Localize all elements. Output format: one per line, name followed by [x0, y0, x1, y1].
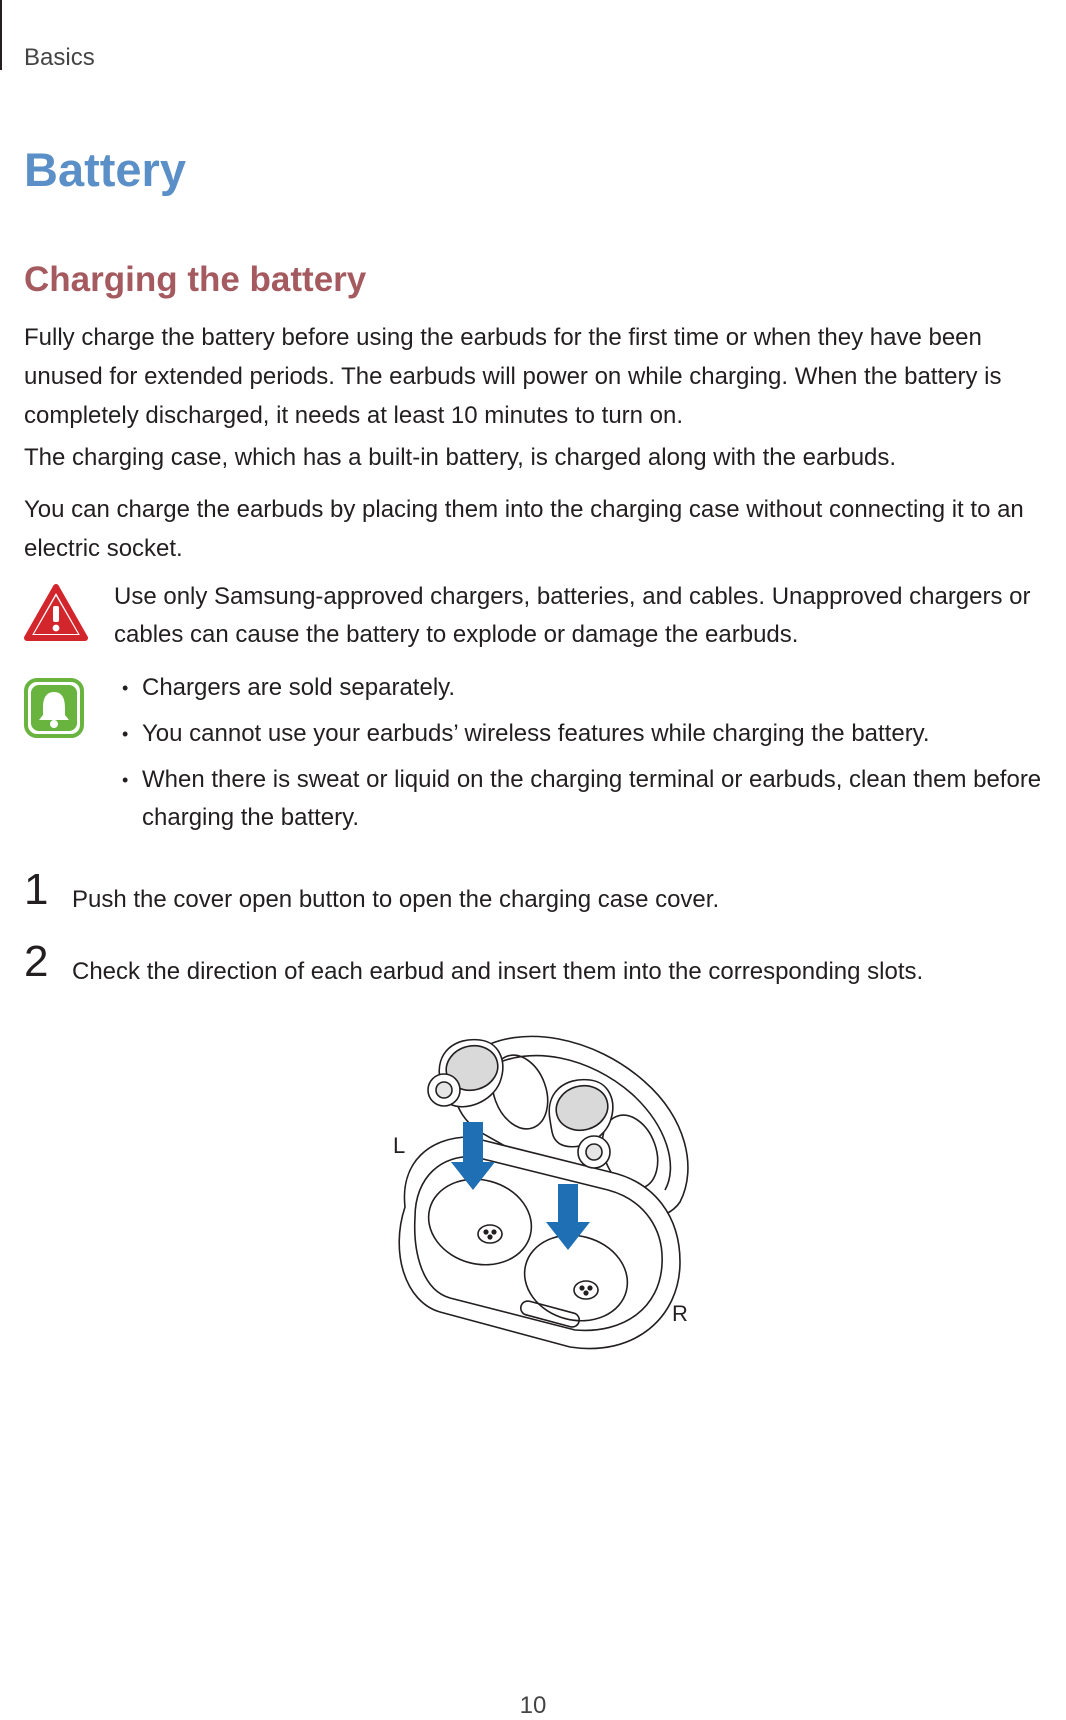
- page-number: 10: [519, 1692, 547, 1719]
- right-earbud-label: R: [672, 1301, 688, 1326]
- notice-item: [114, 669, 1066, 707]
- bullet-dot: •: [122, 770, 129, 790]
- left-earbud-label: L: [393, 1133, 406, 1158]
- header-rule: [0, 0, 2, 70]
- notice-item-text: You cannot use your earbuds’ wireless features while charging the battery.: [142, 720, 930, 747]
- notice-item: [114, 761, 1066, 837]
- page-title: Battery: [24, 143, 186, 196]
- bullet-dot: •: [122, 678, 129, 698]
- notice-item: [114, 715, 1066, 753]
- section-label: Basics: [24, 44, 95, 71]
- notice-item-text: When there is sweat or liquid on the charging terminal or earbuds, clean them before charging the battery.: [142, 766, 1042, 831]
- warning-triangle-icon: [24, 584, 88, 642]
- notice-item-text: Chargers are sold separately.: [142, 674, 456, 701]
- paragraph-case-battery: The charging case, which has a built-in battery, is charged along with the earbuds.: [24, 444, 897, 471]
- warning-text: Use only Samsung-approved chargers, batteries, and cables. Unapproved chargers or cables can cause the battery to explode or damage the earbuds.: [114, 583, 1031, 648]
- step-number: 1: [24, 865, 49, 914]
- step-number: 2: [24, 937, 49, 986]
- step-text: Push the cover open button to open the charging case cover.: [72, 886, 720, 913]
- step-text: Check the direction of each earbud and insert them into the corresponding slots.: [72, 958, 924, 985]
- insert-arrows: [380, 1012, 710, 1362]
- notice-list: [114, 669, 1066, 845]
- bullet-dot: •: [122, 724, 129, 744]
- section-subtitle: Charging the battery: [24, 260, 367, 299]
- paragraph-no-socket: You can charge the earbuds by placing them into the charging case without connecting it to an electric socket.: [24, 496, 1024, 562]
- bell-icon: [24, 678, 84, 738]
- paragraph-full-charge: Fully charge the battery before using the earbuds for the first time or when they have been unused for extended periods. The earbuds will power on while charging. When the battery is completely discharged, it needs at least 10 minutes to turn on.: [24, 324, 1002, 429]
